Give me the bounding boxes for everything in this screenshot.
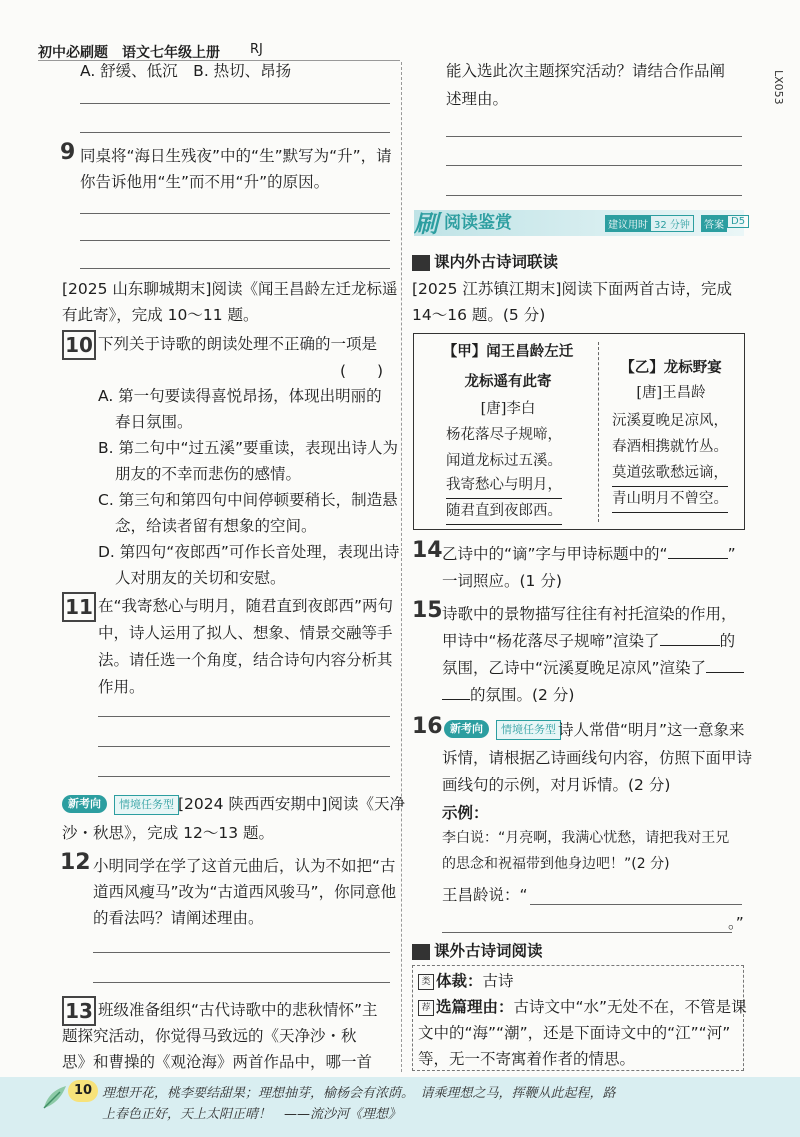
- intro-12-13-line1: [2024 陕西西安期中]阅读《天净: [178, 795, 405, 813]
- q13-text-5: 述理由。: [446, 90, 509, 108]
- book-title: 初中必刷题 语文七年级上册: [38, 45, 220, 61]
- answer-line[interactable]: [446, 165, 742, 166]
- q14-blank: [668, 558, 728, 559]
- q11-text-2: 中，诗人运用了拟人、想象、情景交融等手: [98, 624, 393, 642]
- footer-quote-2: 上春色正好，天上太阳正晴！ ——流沙河《理想》: [102, 1107, 402, 1122]
- q11-text-1: 在“我寄愁心与明月，随君直到夜郎西”两句: [98, 597, 394, 615]
- poem-jia-line-1: 杨花落尽子规啼，: [446, 427, 562, 443]
- answer-line[interactable]: [80, 213, 390, 214]
- poem-yi-author: [唐]王昌龄: [636, 385, 706, 401]
- answer-line[interactable]: [80, 103, 390, 104]
- q11-text-4: 作用。: [98, 678, 145, 696]
- answer-line[interactable]: [93, 952, 390, 953]
- q15-blank-1: [660, 645, 720, 646]
- poem-jia-title-1: 【甲】闻王昌龄左迁: [442, 343, 574, 360]
- page-number: 10: [68, 1080, 98, 1102]
- q13-text-3: 思》和曹操的《观沧海》两首作品中，哪一首: [62, 1053, 373, 1071]
- poem-yi-line-1: 沅溪夏晚足凉风，: [612, 413, 728, 429]
- poem-jia-author: [唐]李白: [480, 401, 536, 417]
- reason-line-1: 选篇理由：古诗文中“水”无处不在，不管是课: [436, 998, 747, 1016]
- q9-number: 9: [60, 140, 76, 165]
- q14-text-2: 一词照应。(1 分): [442, 572, 562, 590]
- q10-number: 10: [62, 330, 96, 360]
- q12-text-3: 的看法吗？请阐述理由。: [93, 909, 264, 927]
- q10-option-a: A. 第一句要读得喜悦昂扬，体现出明丽的: [98, 387, 382, 405]
- q12-text-1: 小明同学在学了这首元曲后，认为不如把“古: [93, 857, 396, 875]
- q10-option-b-cont: 朋友的不幸而悲伤的感情。: [115, 465, 302, 483]
- genre-line: 体裁：古诗: [436, 972, 514, 990]
- poem-yi-line-2: 春酒相携就竹丛。: [612, 439, 728, 455]
- answer-page: D5: [727, 215, 749, 228]
- section-title: 阅读鉴赏: [444, 213, 512, 233]
- q10-option-d-cont: 人对朋友的关切和安慰。: [115, 569, 286, 587]
- q12-number: 12: [60, 850, 91, 875]
- answer-line[interactable]: [98, 776, 390, 777]
- answer-line[interactable]: [80, 132, 390, 133]
- q13-number: 13: [62, 996, 96, 1026]
- answer-line[interactable]: [80, 240, 390, 241]
- part1-title: 课内外古诗词联读: [434, 253, 559, 271]
- reason-line-3: 等，无一不寄寓着作者的情思。: [418, 1050, 636, 1068]
- poem-divider: [598, 342, 599, 522]
- answer-line[interactable]: [446, 136, 742, 137]
- reason-icon: 荐: [418, 1000, 434, 1016]
- part1-marker: [412, 255, 430, 271]
- q10-option-a-cont: 春日氛围。: [115, 413, 193, 431]
- poem-yi-line-4: 青山明月不曾空。: [612, 486, 728, 513]
- q10-option-d: D. 第四句“夜郎西”可作长音处理，表现出诗: [98, 543, 400, 561]
- reason-line-2: 文中的“海”“潮”，还是下面诗文中的“江”“河”: [418, 1024, 731, 1042]
- side-code: LX053: [772, 70, 785, 105]
- footer-quote-1: 理想开花，桃李要结甜果；理想抽芽，榆杨会有浓荫。 请乘理想之马，挥鞭从此起程，路: [102, 1086, 616, 1101]
- time-value: 32 分钟: [650, 215, 694, 232]
- part2-marker: [412, 944, 430, 960]
- q14-number: 14: [412, 538, 443, 563]
- answer-line[interactable]: [98, 716, 390, 717]
- q15-blank-2: [706, 672, 744, 673]
- intro-10-11-line1: [2025 山东聊城期末]阅读《闻王昌龄左迁龙标遥: [62, 280, 398, 298]
- q16-text-1: 诗人常借“明月”这一意象来: [558, 721, 745, 739]
- q15-text-2: 甲诗中“杨花落尽子规啼”渲染了 的: [442, 632, 736, 650]
- q10-option-c-cont: 念，给读者留有想象的空间。: [115, 517, 317, 535]
- q14-text-1: 乙诗中的“谪”字与甲诗标题中的“ ”: [442, 545, 736, 563]
- q15-number: 15: [412, 598, 443, 623]
- answer-line[interactable]: [93, 982, 390, 983]
- q16-example-1: 李白说：“月亮啊，我满心忧愁，请把我对王兄: [442, 830, 730, 846]
- task-type-tag: 情境任务型: [114, 795, 179, 815]
- q15-text-3: 氛围，乙诗中“沅溪夏晚足凉风”渲染了: [442, 655, 744, 681]
- q11-number: 11: [62, 592, 96, 622]
- poem-yi-line-3: 莫道弦歌愁远谪，: [612, 460, 728, 487]
- q16-text-2: 诉情，请根据乙诗画线句内容，仿照下面甲诗: [442, 749, 753, 767]
- q10-stem: 下列关于诗歌的朗读处理不正确的一项是: [98, 335, 378, 353]
- q13-text-2: 题探究活动，你觉得马致远的《天净沙・秋: [62, 1027, 357, 1045]
- q16-wang-prompt: 王昌龄说：“: [442, 886, 528, 904]
- q16-answer-line[interactable]: [530, 904, 742, 905]
- answer-label: 答案: [701, 215, 727, 232]
- poem-jia-line-4: 随君直到夜郎西。: [446, 498, 562, 525]
- leaf-icon: [40, 1082, 70, 1112]
- time-label: 建议用时: [605, 215, 651, 232]
- q13-text-4: 能入选此次主题探究活动？请结合作品阐: [446, 62, 726, 80]
- edition-label: RJ: [250, 42, 263, 57]
- q15-text-4: 的氛围。(2 分): [442, 682, 574, 708]
- part1-intro-1: [2025 江苏镇江期末]阅读下面两首古诗，完成: [412, 280, 732, 298]
- section-shua: 刷: [414, 210, 438, 238]
- part1-intro-2: 14～16 题。(5 分): [412, 306, 546, 324]
- q9-text-2: 你告诉他用“生”而不用“升”的原因。: [80, 173, 330, 191]
- intro-12-13-line2: 沙・秋思》，完成 12～13 题。: [62, 824, 275, 842]
- q8-options: A. 舒缓、低沉 B. 热切、昂扬: [80, 62, 292, 80]
- q16-close-quote: 。”: [728, 914, 744, 932]
- q13-text-1: 班级准备组织“古代诗歌中的悲秋情怀”主: [98, 1001, 378, 1019]
- q10-option-c: C. 第三句和第四句中间停顿要稍长，制造悬: [98, 491, 398, 509]
- answer-line[interactable]: [80, 268, 390, 269]
- q16-text-3: 画线句的示例，对月诉情。(2 分): [442, 776, 671, 794]
- answer-line[interactable]: [446, 195, 742, 196]
- q16-example-2: 的思念和祝福带到他身边吧！”(2 分): [442, 856, 670, 872]
- task-type-tag: 情境任务型: [496, 720, 561, 740]
- q10-answer-paren[interactable]: ( ): [340, 362, 384, 380]
- poem-jia-line-3: 我寄愁心与明月，: [446, 472, 562, 499]
- answer-line[interactable]: [98, 746, 390, 747]
- poem-yi-title: 【乙】龙标野宴: [620, 359, 722, 376]
- intro-10-11-line2: 有此寄》，完成 10～11 题。: [62, 306, 259, 324]
- poem-jia-title-2: 龙标遥有此寄: [464, 373, 552, 390]
- q15-text-1: 诗歌中的景物描写往往有衬托渲染的作用，: [442, 605, 737, 623]
- q9-text-1: 同桌将“海日生残夜”中的“生”默写为“升”，请: [80, 147, 392, 165]
- new-trend-badge: 新考向: [62, 795, 107, 813]
- q16-number: 16: [412, 714, 443, 739]
- q16-example-label: 示例：: [442, 804, 489, 822]
- new-trend-badge: 新考向: [444, 720, 489, 738]
- genre-icon: 类: [418, 974, 434, 990]
- part2-title: 课外古诗词阅读: [434, 942, 543, 960]
- q15-blank-2-cont: [442, 699, 470, 700]
- q12-text-2: 道西风瘦马”改为“古道西风骏马”，你同意他: [93, 883, 397, 901]
- q10-option-b: B. 第二句中“过五溪”要重读，表现出诗人为: [98, 439, 399, 457]
- poem-jia-line-2: 闻道龙标过五溪。: [446, 453, 562, 469]
- q16-answer-line[interactable]: [442, 932, 732, 933]
- column-separator: [401, 62, 402, 1072]
- q11-text-3: 法。请任选一个角度，结合诗句内容分析其: [98, 651, 393, 669]
